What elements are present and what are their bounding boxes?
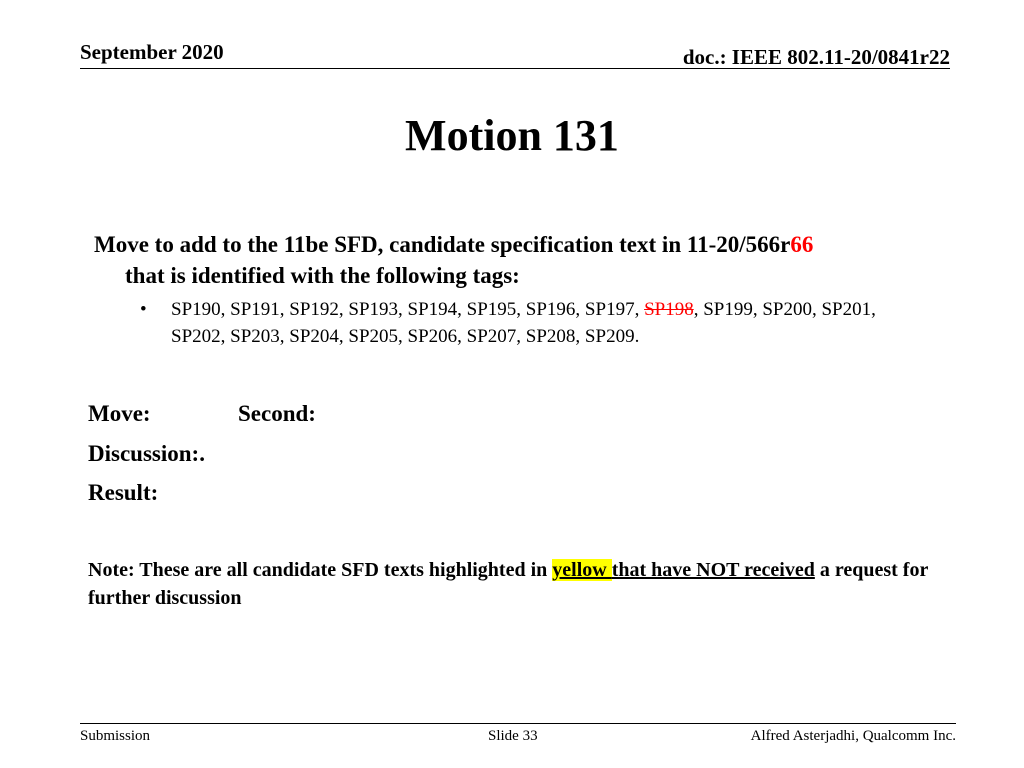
note-text-before: Note: These are all candidate SFD texts highlighted in xyxy=(88,559,553,581)
motion-statement xyxy=(94,229,954,291)
header-doc-id: doc.: IEEE 802.11-20/0841r22 xyxy=(682,45,950,69)
discussion-label: Discussion:. xyxy=(88,441,205,466)
move-label: Move: xyxy=(88,401,151,426)
motion-revision: 66 xyxy=(790,232,814,257)
note xyxy=(88,556,958,612)
note-underlined-text: that have NOT received xyxy=(611,559,815,581)
second-label: Second: xyxy=(238,401,316,426)
header-divider xyxy=(80,68,950,69)
motion-text-before: Move to add to the 11be SFD, candidate specification text in 11-20/566r xyxy=(94,232,791,257)
tag-list xyxy=(140,296,900,350)
note-highlight-word: yellow xyxy=(552,559,612,581)
bullet-marker: • xyxy=(140,299,147,320)
struck-tag: SP198 xyxy=(644,299,694,320)
footer-slide-number: Slide 33 xyxy=(488,728,538,744)
tags-part-1: SP190, SP191, SP192, SP193, SP194, SP195, SP196, SP197, xyxy=(171,299,645,320)
motion-text-after: that is identified with the following tags: xyxy=(125,263,520,288)
footer-divider xyxy=(80,723,956,724)
footer-author: Alfred Asterjadhi, Qualcomm Inc. xyxy=(750,728,956,744)
slide-title: Motion 131 xyxy=(405,111,619,160)
result-label: Result: xyxy=(88,480,159,505)
note-text-after: a request for further discussion xyxy=(88,559,928,609)
tags-part-2: , SP199, SP200, SP201, SP202, SP203, SP204, SP205, SP206, SP207, SP208, SP209. xyxy=(171,299,876,347)
header-date: September 2020 xyxy=(80,40,224,64)
tag-list-item xyxy=(140,296,900,350)
footer-submission: Submission xyxy=(80,728,151,744)
